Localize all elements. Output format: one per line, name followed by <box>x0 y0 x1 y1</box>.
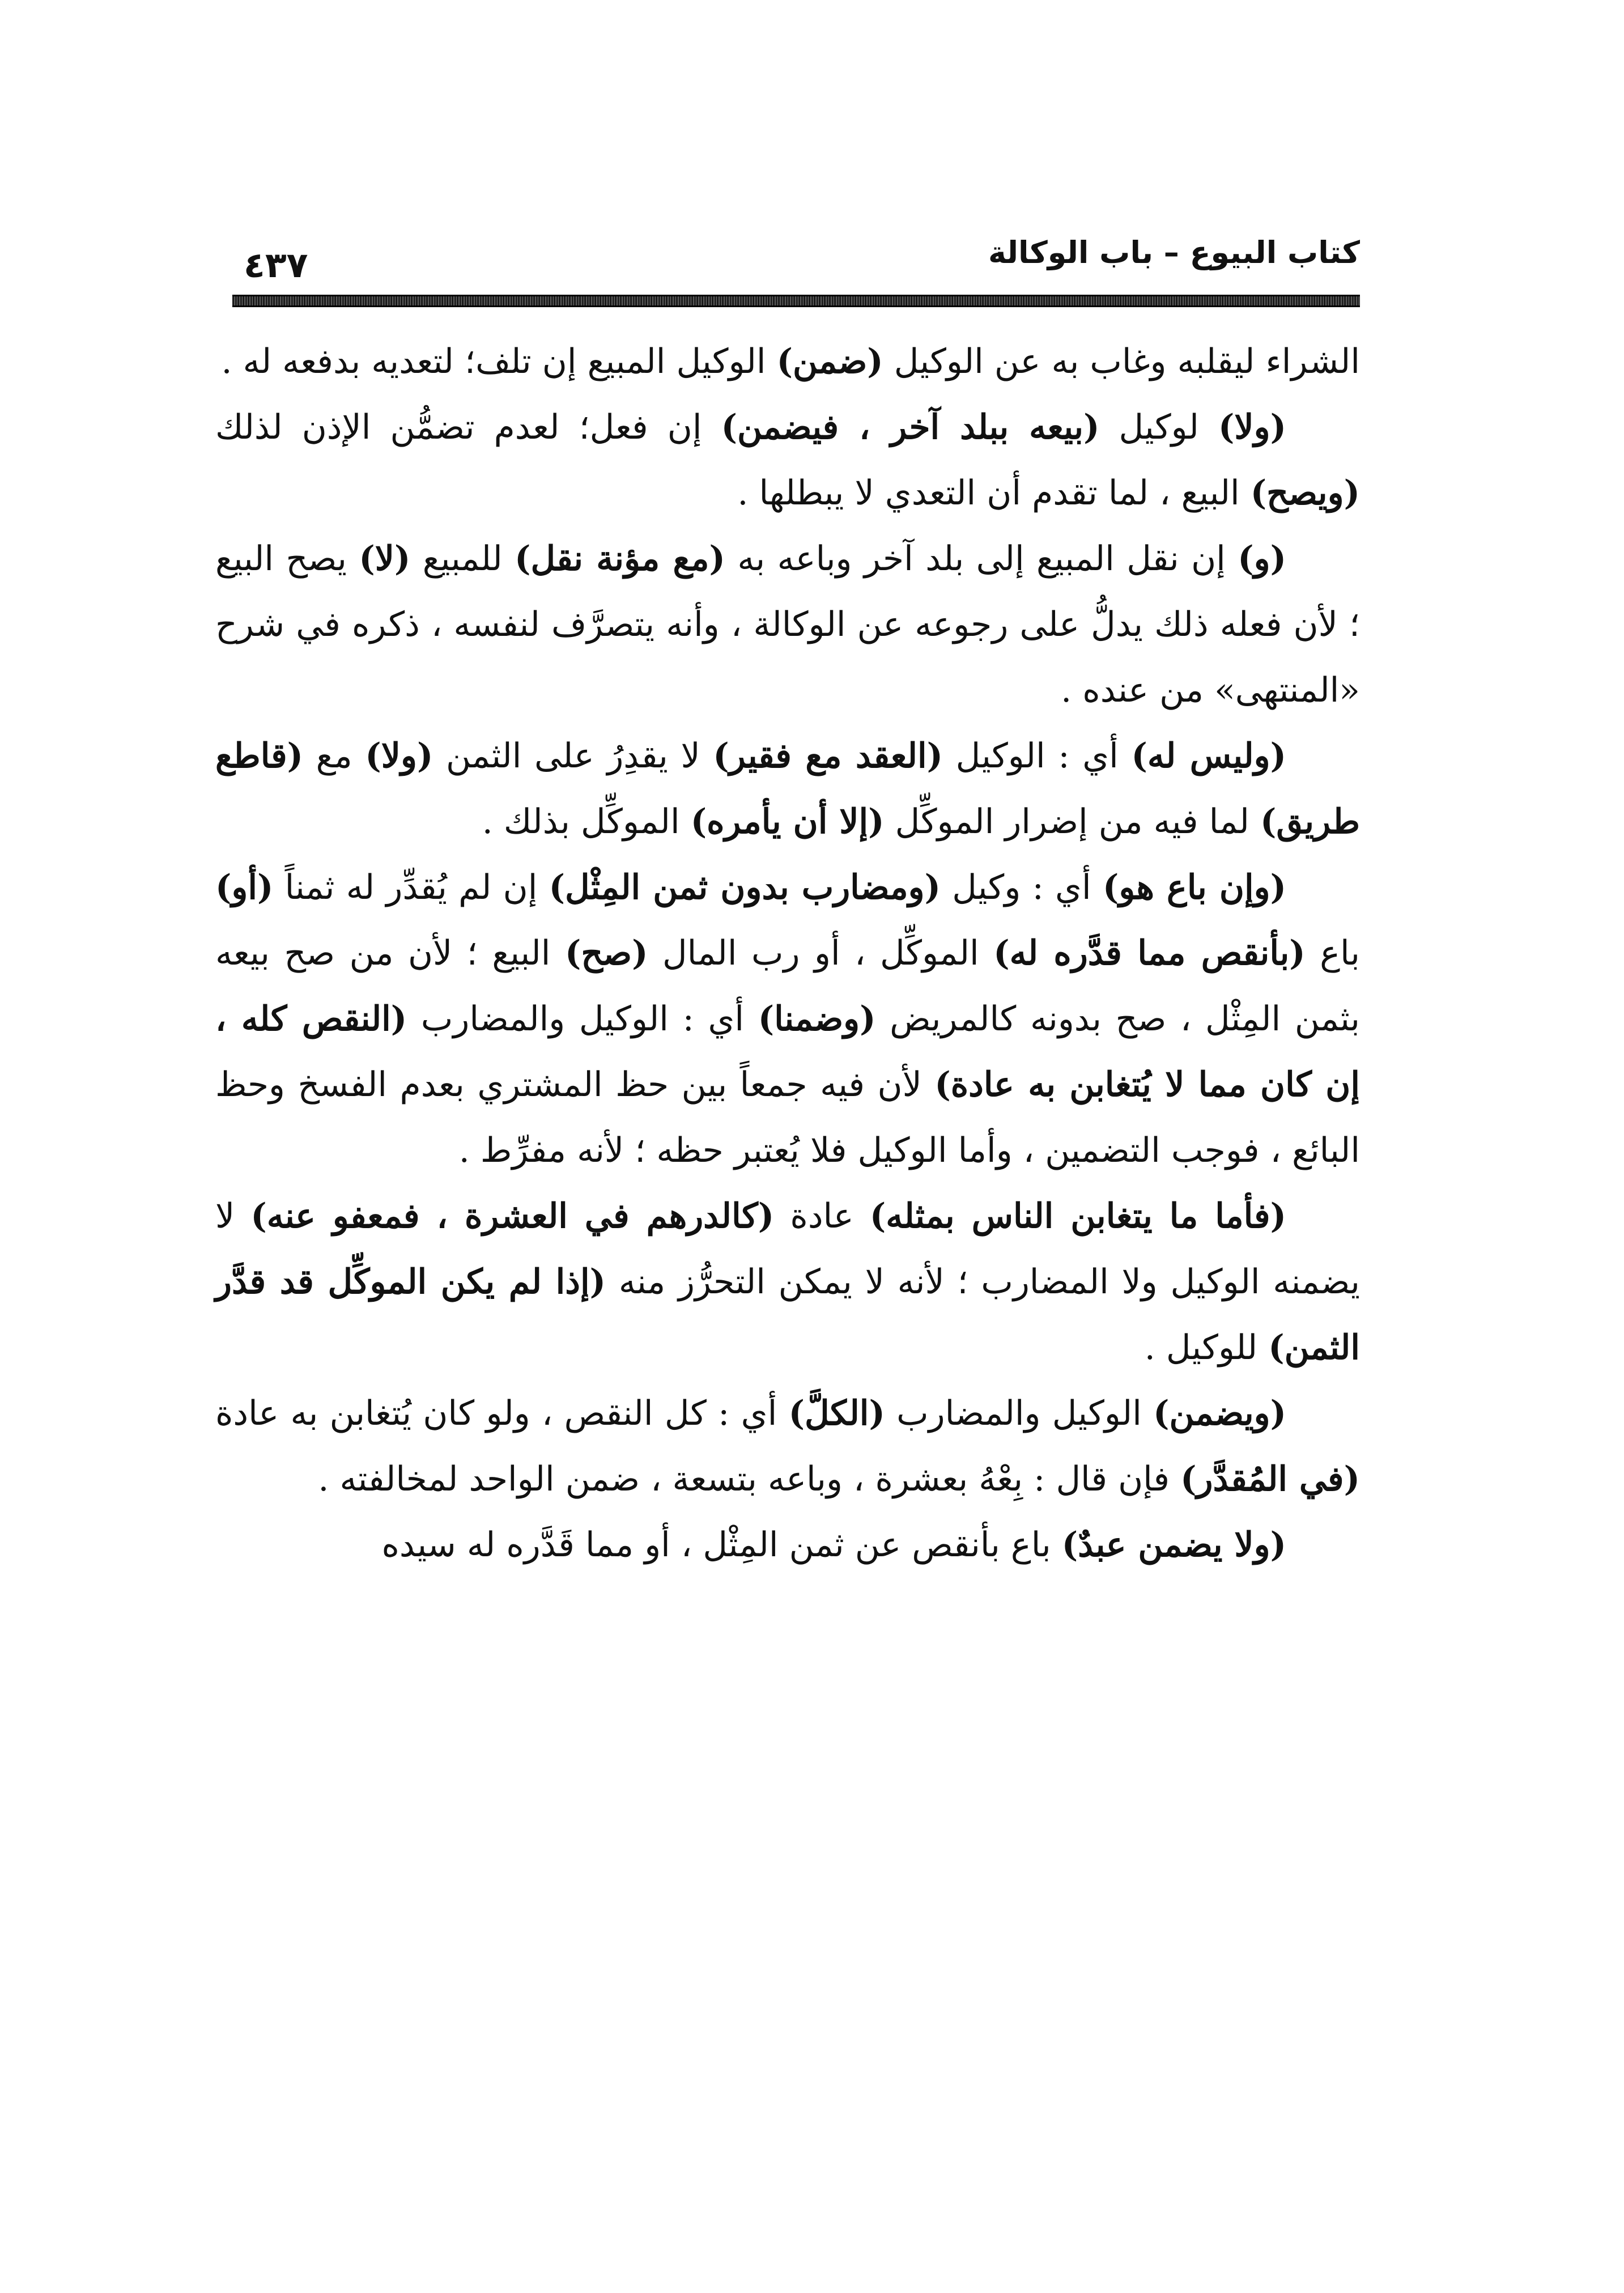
bold-text-segment: (بيعه ببلد آخر ، فيضمن) <box>721 407 1100 447</box>
running-head <box>227 227 1360 295</box>
bold-text-segment: (ويصح) <box>1250 473 1360 513</box>
bold-text-segment: (ولا) <box>365 736 433 776</box>
bold-text-segment: (في المُقدَّر) <box>1180 1459 1360 1499</box>
text-segment: الموكِّل بذلك . <box>482 802 691 842</box>
text-segment: البيع ، لما تقدم أن التعدي لا يبطلها . <box>737 473 1251 513</box>
bold-text-segment: (النقص كله ، إن كان مما لا يُتغابن به عادة) <box>215 999 1360 1105</box>
paragraph <box>215 1381 1360 1512</box>
text-segment: لا يضمنه الوكيل ولا المضارب ؛ لأنه لا يمكن التحرُّز منه <box>215 1196 1360 1302</box>
paragraph <box>215 1512 1360 1578</box>
page-number: ٤٣٧ <box>244 244 308 286</box>
text-segment: الموكِّل ، أو رب المال <box>648 933 994 973</box>
text-segment: إن نقل المبيع إلى بلد آخر وباعه به <box>725 539 1238 579</box>
bold-text-segment: (مع مؤنة نقل) <box>515 539 725 579</box>
bold-text-segment: (ويضمن) <box>1153 1394 1286 1433</box>
bold-text-segment: (أو) <box>215 868 274 907</box>
paragraph <box>215 526 1360 723</box>
bold-text-segment: (وليس له) <box>1131 736 1286 776</box>
bold-text-segment: (ضمن) <box>776 342 883 381</box>
text-segment: لوكيل <box>1099 407 1219 447</box>
body-text <box>215 329 1360 1578</box>
text-segment: مع <box>303 736 365 776</box>
text-segment: أي : كل النقص ، ولو كان يُتغابن به عادة <box>215 1394 789 1433</box>
text-segment: عادة <box>774 1196 870 1236</box>
bold-text-segment: (بأنقص مما قدَّره له) <box>993 933 1306 973</box>
text-segment: أي : الوكيل <box>943 736 1132 776</box>
paragraph <box>215 723 1360 855</box>
text-segment: باع <box>1305 933 1361 973</box>
bold-text-segment: (الكلَّ) <box>788 1394 885 1433</box>
paragraph <box>215 394 1360 526</box>
text-segment: باع بأنقص عن ثمن المِثْل ، أو مما قَدَّره له سيده <box>381 1525 1062 1565</box>
bold-text-segment: (قاطع طريق) <box>215 736 1360 842</box>
bold-text-segment: (وإن باع هو) <box>1102 868 1286 907</box>
text-segment: إن لم يُقدِّر له ثمناً <box>273 868 549 907</box>
text-segment: البيع ؛ لأن من صح بيعه بثمن المِثْل ، صح بدونه كالمريض <box>215 933 1360 1039</box>
bold-text-segment: (إلا أن يأمره) <box>690 802 885 842</box>
paragraph <box>215 329 1360 394</box>
bold-text-segment: (العقد مع فقير) <box>713 736 943 776</box>
text-segment: الوكيل والمضارب <box>885 1394 1154 1433</box>
bold-text-segment: (ومضارب بدون ثمن المِثْل) <box>549 868 941 907</box>
text-segment: لما فيه من إضرار الموكِّل <box>884 802 1260 842</box>
text-segment: أي : الوكيل والمضارب <box>407 999 758 1039</box>
text-segment: إن فعل؛ لعدم تضمُّن الإذن لذلك <box>215 407 721 447</box>
bold-text-segment: (وضمنا) <box>758 999 876 1039</box>
text-segment: للوكيل . <box>1144 1328 1269 1368</box>
bold-text-segment: (صح) <box>565 933 648 973</box>
text-segment: للمبيع <box>410 539 515 579</box>
running-title: كتاب البيوع – باب الوكالة <box>988 235 1360 270</box>
bold-text-segment: (فأما ما يتغابن الناس بمثله) <box>869 1196 1286 1236</box>
header-rule <box>232 295 1360 307</box>
paragraph <box>215 855 1360 1183</box>
text-segment: لأن فيه جمعاً بين حظ المشتري بعدم الفسخ وحظ البائع ، فوجب التضمين ، وأما الوكيل فلا يُعتبر حظه ؛ لأنه مفرِّط . <box>215 1065 1360 1170</box>
bold-text-segment: (ولا) <box>1218 407 1286 447</box>
text-segment: يصح البيع ؛ لأن فعله ذلك يدلُّ على رجوعه عن الوكالة ، وأنه يتصرَّف لنفسه ، ذكره في شرح «المنتهى» من عنده . <box>215 539 1360 710</box>
paragraph <box>215 1183 1360 1381</box>
text-segment: الشراء ليقلبه وغاب به عن الوكيل <box>883 342 1360 381</box>
text-segment: أي : وكيل <box>941 868 1103 907</box>
bold-text-segment: (ولا يضمن عبدٌ) <box>1061 1525 1286 1565</box>
bold-text-segment: (إذا لم يكن الموكِّل قد قدَّر الثمن) <box>215 1262 1360 1368</box>
bold-text-segment: (كالدرهم في العشرة ، فمعفو عنه) <box>250 1196 775 1236</box>
text-segment: لا يقدِرُ على الثمن <box>433 736 713 776</box>
bold-text-segment: (و) <box>1238 539 1286 579</box>
text-segment: الوكيل المبيع إن تلف؛ لتعديه بدفعه له . <box>221 342 777 381</box>
bold-text-segment: (لا) <box>359 539 411 579</box>
text-segment: فإن قال : بِعْهُ بعشرة ، وباعه بتسعة ، ضمن الواحد لمخالفته . <box>318 1459 1181 1499</box>
